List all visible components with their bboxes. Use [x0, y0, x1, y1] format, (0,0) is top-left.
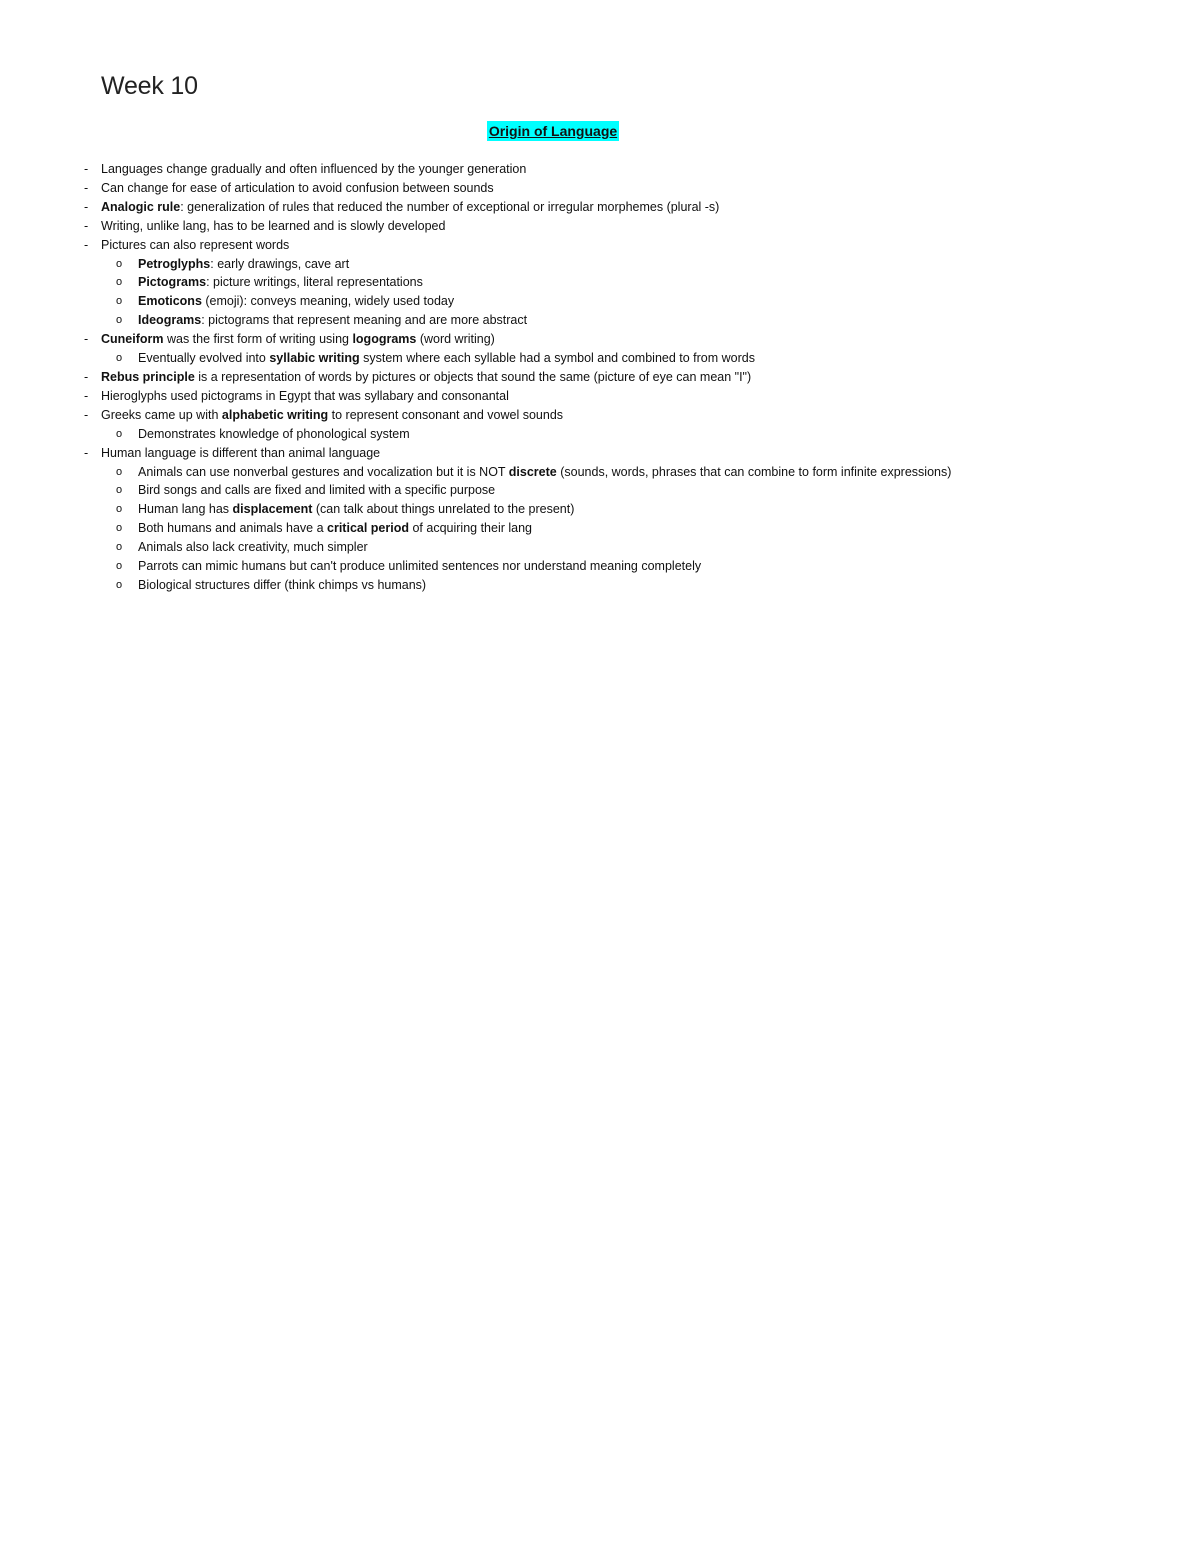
dash-bullet-marker: -: [84, 388, 89, 403]
item-text: Parrots can mimic humans but can't produce unlimited sentences nor understand meaning completely: [138, 559, 702, 574]
sub-list-item: [0, 481, 1200, 500]
circle-bullet-marker: o: [116, 465, 123, 478]
item-text: is a representation of words by pictures or objects that sound the same (picture of eye can mean "I"): [194, 369, 752, 384]
circle-bullet-marker: o: [116, 503, 123, 516]
item-key-term: Analogic rule: [101, 199, 181, 214]
circle-bullet-marker: o: [116, 314, 123, 327]
item-text: (emoji): conveys meaning, widely used today: [201, 294, 455, 309]
item-text: Biological structures differ (think chimps vs humans): [138, 577, 427, 592]
item-text: (sounds, words, phrases that can combine to form infinite expressions): [556, 464, 952, 479]
item-text: Writing, unlike lang, has to be learned and is slowly developed: [101, 218, 446, 233]
dash-bullet-marker: -: [84, 237, 89, 252]
item-text: Animals can use nonverbal gestures and vocalization but it is NOT: [138, 464, 509, 479]
dash-bullet-marker: -: [84, 332, 89, 347]
sub-list-item: [0, 500, 1200, 519]
dash-bullet-marker: -: [84, 218, 89, 233]
document-title: Week 10: [101, 72, 198, 100]
item-text: system where each syllable had a symbol and combined to from words: [359, 351, 755, 366]
dash-bullet-marker: -: [84, 180, 89, 195]
circle-bullet-marker: o: [116, 276, 123, 289]
list-item: [0, 406, 1200, 425]
sub-list-item: [0, 311, 1200, 330]
item-text: of acquiring their lang: [409, 521, 532, 536]
circle-bullet-marker: o: [116, 522, 123, 535]
list-item: [0, 198, 1200, 217]
item-text: (can talk about things unrelated to the present): [312, 502, 575, 517]
list-item: [0, 368, 1200, 387]
item-text: Pictures can also represent words: [101, 237, 290, 252]
dash-bullet-marker: -: [84, 445, 89, 460]
section-heading-container: [0, 121, 1106, 141]
sub-list-item: [0, 425, 1200, 444]
circle-bullet-marker: o: [116, 427, 123, 440]
item-text: Eventually evolved into: [138, 351, 270, 366]
item-text: Can change for ease of articulation to avoid confusion between sounds: [101, 180, 494, 195]
item-key-term: Ideograms: [138, 313, 202, 328]
item-text: Greeks came up with: [101, 407, 222, 422]
item-text: Demonstrates knowledge of phonological system: [138, 426, 410, 441]
item-text: Human lang has: [138, 502, 233, 517]
section-heading: Origin of Language: [488, 123, 618, 139]
sub-list-item: [0, 273, 1200, 292]
list-item: [0, 217, 1200, 236]
item-text: Bird songs and calls are fixed and limited with a specific purpose: [138, 483, 496, 498]
item-key-term: syllabic writing: [269, 351, 360, 366]
item-key-term: alphabetic writing: [221, 407, 329, 422]
list-item: [0, 179, 1200, 198]
dash-bullet-marker: -: [84, 407, 89, 422]
item-text: Animals also lack creativity, much simpler: [138, 540, 368, 555]
item-text: (word writing): [416, 332, 495, 347]
item-text: Both humans and animals have a: [138, 521, 328, 536]
sub-list-item: [0, 349, 1200, 368]
circle-bullet-marker: o: [116, 257, 123, 270]
sub-list-item: [0, 255, 1200, 274]
sub-list-item: [0, 538, 1200, 557]
sub-list-item: [0, 463, 968, 482]
item-text: was the first form of writing using: [163, 332, 353, 347]
list-item: [0, 387, 1200, 406]
item-key-term: discrete: [508, 464, 557, 479]
item-key-term: Cuneiform: [101, 332, 164, 347]
item-key-term: Rebus principle: [101, 369, 195, 384]
item-text: Hieroglyphs used pictograms in Egypt that was syllabary and consonantal: [101, 388, 509, 403]
sub-list-item: [0, 576, 1200, 595]
circle-bullet-marker: o: [116, 560, 123, 573]
item-key-term: Petroglyphs: [138, 256, 211, 271]
item-key-term: displacement: [232, 502, 313, 517]
dash-bullet-marker: -: [84, 162, 89, 176]
item-text: Human language is different than animal language: [101, 445, 381, 460]
dash-bullet-marker: -: [84, 369, 89, 384]
sub-list-item: [0, 292, 1200, 311]
item-text: Languages change gradually and often influenced by the younger generation: [101, 162, 527, 176]
item-text: : early drawings, cave art: [210, 256, 350, 271]
item-key-term: logograms: [352, 332, 417, 347]
circle-bullet-marker: o: [116, 578, 123, 591]
item-key-term: critical period: [327, 521, 409, 536]
bullet-list: [0, 160, 1200, 595]
dash-bullet-marker: -: [84, 199, 89, 214]
list-item: [0, 236, 1200, 255]
sub-list-item: [0, 519, 1200, 538]
list-item: [0, 330, 1200, 349]
sub-list-item: [0, 557, 1200, 576]
item-text: : pictograms that represent meaning and are more abstract: [201, 313, 528, 328]
item-text: : picture writings, literal representations: [206, 275, 423, 290]
circle-bullet-marker: o: [116, 541, 123, 554]
item-key-term: Pictograms: [138, 275, 207, 290]
item-key-term: Emoticons: [138, 294, 202, 309]
circle-bullet-marker: o: [116, 295, 123, 308]
list-item: [0, 160, 1200, 179]
item-text: : generalization of rules that reduced the number of exceptional or irregular morphemes (plural -s): [180, 199, 720, 214]
circle-bullet-marker: o: [116, 352, 123, 365]
list-item: [0, 444, 1200, 463]
circle-bullet-marker: o: [116, 484, 123, 497]
item-text: to represent consonant and vowel sounds: [328, 407, 564, 422]
